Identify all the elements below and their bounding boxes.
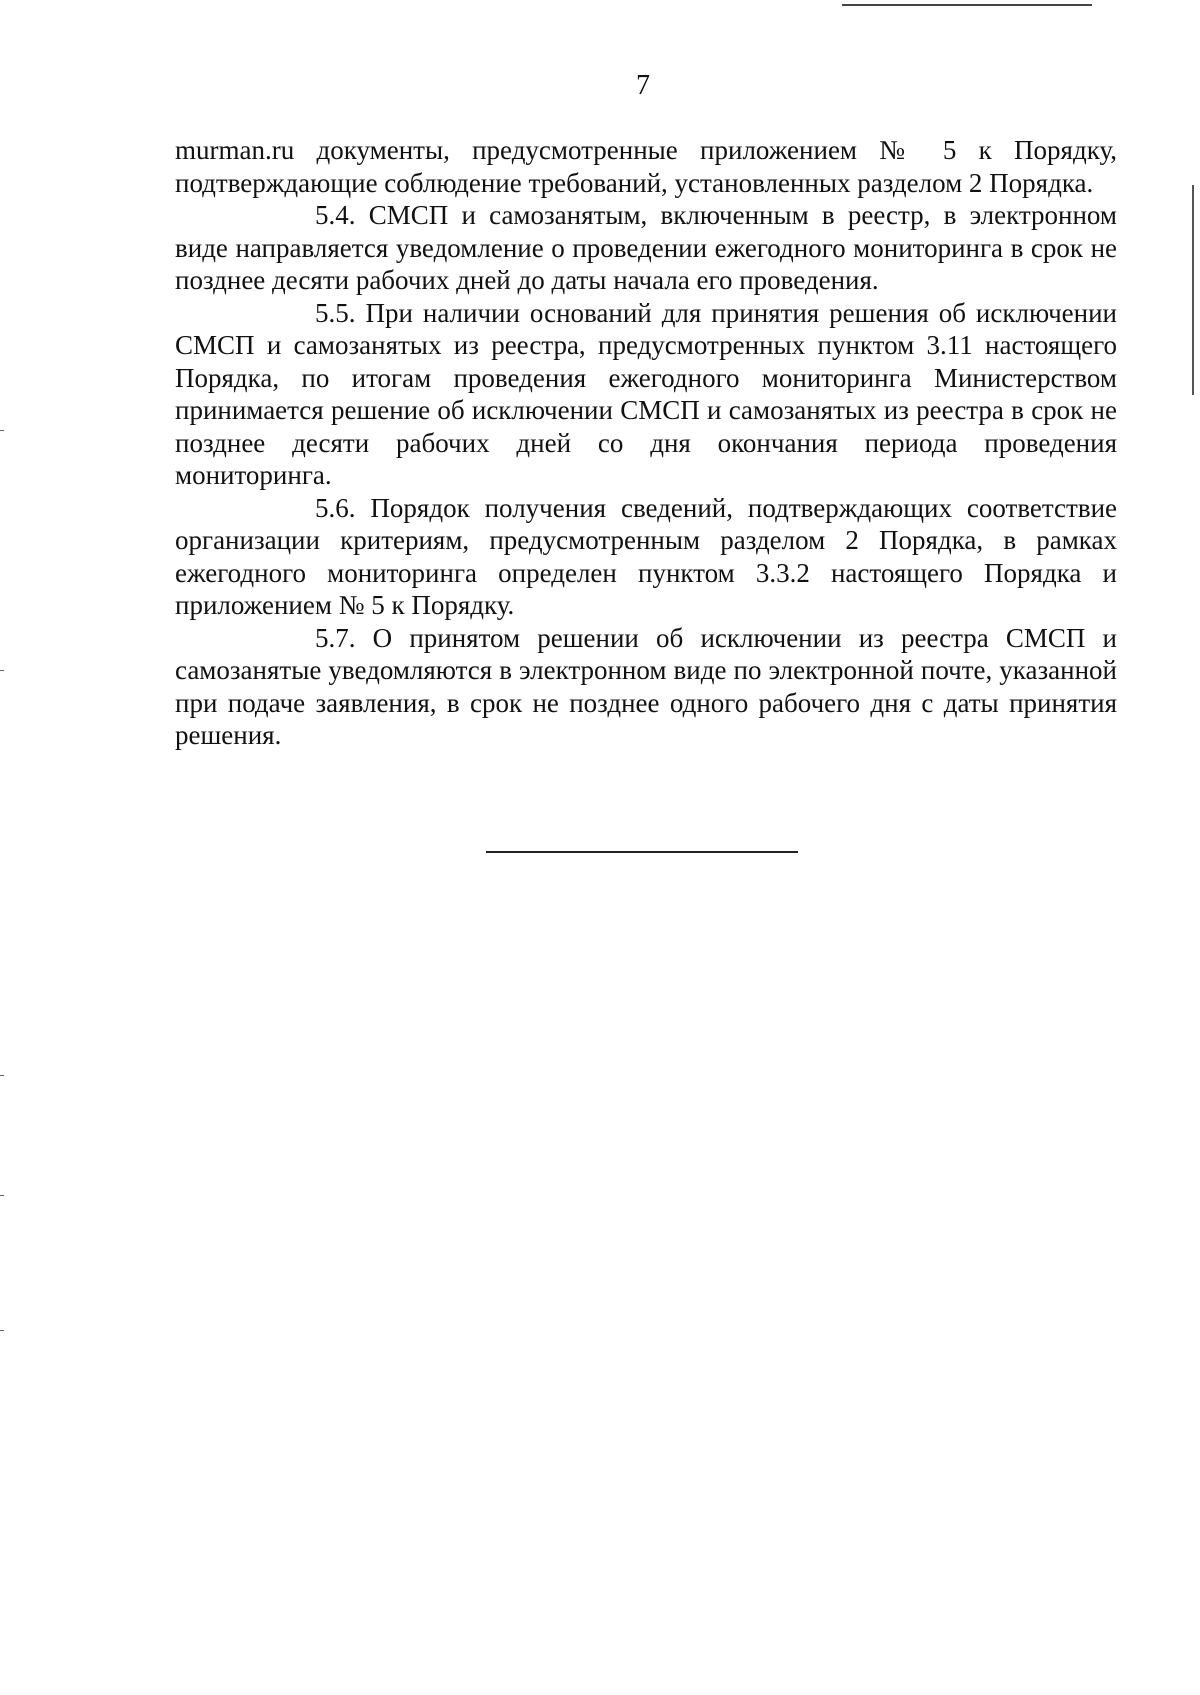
paragraph-text: При наличии оснований для принятия решения об исключении СМСП и самозанятых из реестра, предусмотренных пунктом 3.11 настоящего Порядка, по итогам проведения ежегодного мониторинга Министерством принимается решение об исключении СМСП и самозанятых из реестра в срок не позднее десяти рабочих дней со дня окончания периода проведения мониторинга.	[175, 297, 1117, 490]
paragraph-5-5	[175, 297, 1117, 492]
page-number: 7	[636, 70, 650, 101]
paragraph-5-7	[175, 622, 1117, 752]
paragraph-text: Порядок получения сведений, подтверждающих соответствие организации критериям, предусмотренным разделом 2 Порядка, в рамках ежегодного мониторинга определен пунктом 3.3.2 настоящего Порядка и приложением № 5 к Порядку.	[175, 492, 1118, 620]
paragraph-number: 5.6.	[315, 492, 356, 523]
paragraph-number: 5.5.	[315, 297, 356, 328]
paragraph-5-6	[175, 492, 1117, 622]
scan-artifact-tick	[0, 1075, 4, 1076]
paragraph-5-4	[175, 199, 1117, 297]
scan-artifact-tick	[0, 430, 4, 431]
document-body	[175, 134, 1117, 752]
scan-artifact-tick	[0, 1330, 4, 1331]
paragraph-text: СМСП и самозанятым, включенным в реестр, в электронном виде направляется уведомление о проведении ежегодного мониторинга в срок не позднее десяти рабочих дней до даты начала его проведения.	[175, 200, 1117, 295]
paragraph-continuation: murman.ru документы, предусмотренные приложением № 5 к Порядку, подтверждающие соблюдение требований, установленных разделом 2 Порядка.	[175, 135, 1117, 198]
scan-artifact-right-edge	[1192, 185, 1194, 395]
scan-artifact-tick	[0, 670, 4, 671]
scan-artifact-top-line	[842, 4, 1092, 6]
scan-artifact-tick	[0, 1195, 4, 1196]
paragraph-text: О принятом решении об исключении из реестра СМСП и самозанятые уведомляются в электронном виде по электронной почте, указанной при подаче заявления, в срок не позднее одного рабочего дня с даты принятия решения.	[175, 622, 1118, 750]
end-of-document-rule	[486, 851, 798, 853]
paragraph-number: 5.4.	[315, 200, 356, 230]
paragraph-number: 5.7.	[315, 622, 356, 653]
